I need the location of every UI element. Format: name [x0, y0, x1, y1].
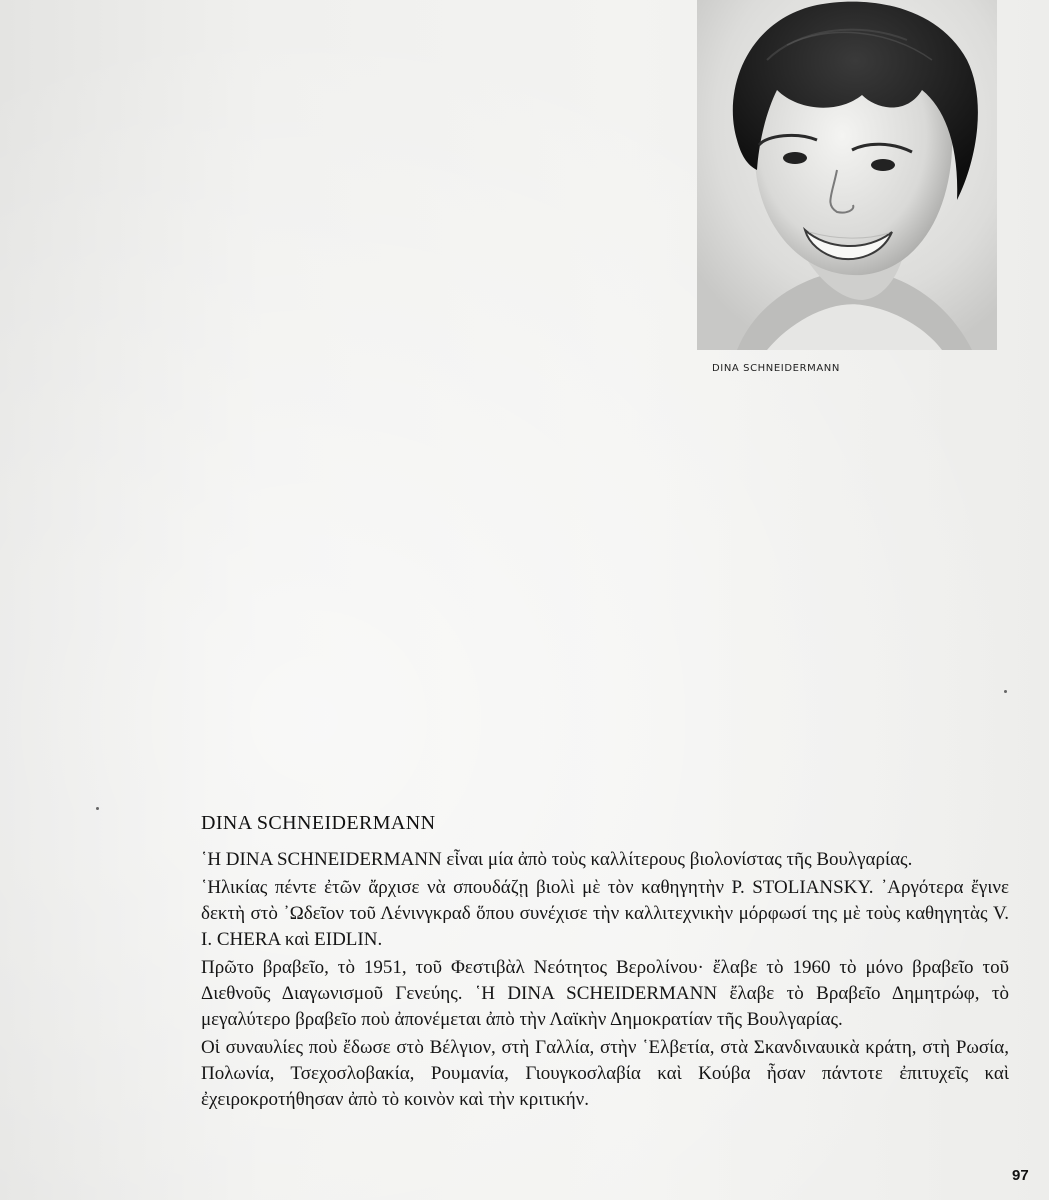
article-title: DINA SCHNEIDERMANN [201, 812, 436, 834]
article-paragraph-1: ῾Η DINA SCHNEIDERMANN εἶναι μία ἀπὸ τοὺς καλλίτερους βιολονίστας τῆς Βουλγαρίας. [201, 849, 913, 870]
article-paragraph-3: Πρῶτο βραβεῖο, τὸ 1951, τοῦ Φεστιβὰλ Νεότητος Βερολίνου· ἔλαβε τὸ 1960 τὸ μόνο βραβεῖο τοῦ Διεθνοῦς Διαγωνισμοῦ Γενεύης. ῾Η DINA SCHEIDERMANN ἔλαβε τὸ Βραβεῖο Δημητρώφ, τὸ μεγαλύτερο βραβεῖο ποὺ ἀπονέμεται ἀπὸ τὴν Λαϊκὴν Δημοκρατίαν τῆς Βουλγαρίας. [201, 957, 1009, 1030]
portrait-illustration [697, 0, 997, 350]
article-paragraph-2: ῾Ηλικίας πέντε ἐτῶν ἄρχισε νὰ σπουδάζῃ βιολὶ μὲ τὸν καθηγητὴν P. STOLIANSKY. ᾿Αργότερα ἔγινε δεκτὴ στὸ ᾿Ωδεῖον τοῦ Λένινγκραδ ὅπου συνέχισε τὴν καλλιτεχνικὴν μόρφωσί της μὲ τοὺς καθηγητὰς V. I. CHERA καὶ EIDLIN. [201, 877, 1009, 950]
photo-caption: DINA SCHNEIDERMANN [712, 363, 840, 374]
portrait-photo [697, 0, 997, 350]
article [201, 812, 1009, 1115]
print-speck [1004, 690, 1007, 693]
page-number: 97 [1012, 1167, 1029, 1184]
article-paragraph-4: Οἱ συναυλίες ποὺ ἔδωσε στὸ Βέλγιον, στὴ Γαλλία, στὴν ῾Ελβετία, στὰ Σκανδιναυικὰ κράτη, στὴ Ρωσία, Πολωνία, Τσεχοσλοβακία, Ρουμανία, Γιουγκοσλαβία καὶ Κούβα ἦσαν πάντοτε ἐπιτυχεῖς καὶ ἐχειροκροτήθησαν ἀπὸ τὸ κοινὸν καὶ τὴν κριτικήν. [201, 1037, 1009, 1110]
print-speck [96, 807, 99, 810]
